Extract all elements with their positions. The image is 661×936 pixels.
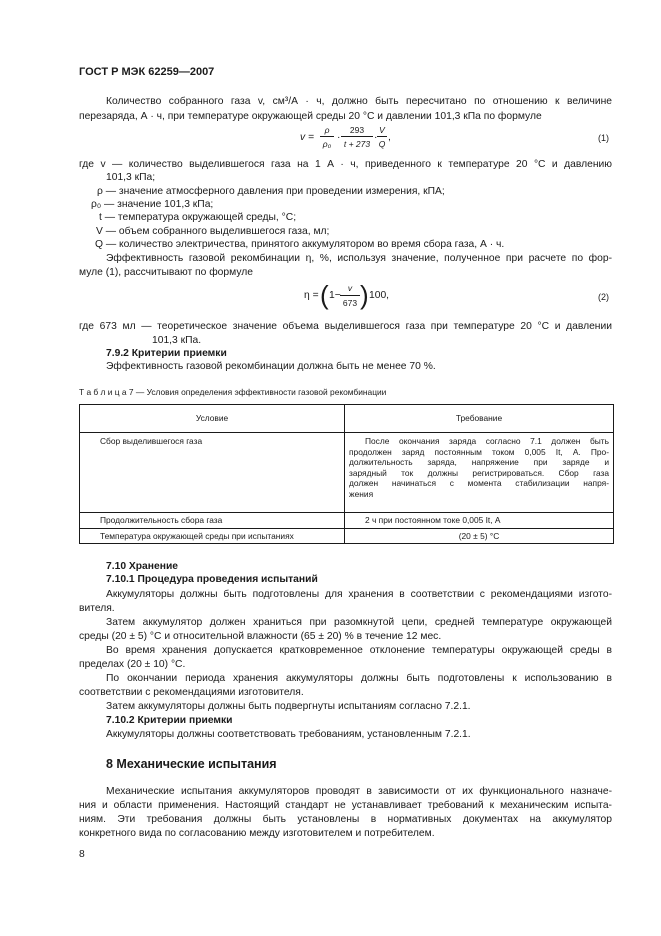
section-7101-heading: 7.10.1 Процедура проведения испытаний xyxy=(106,574,318,585)
table-cell-condition: Продолжительность сбора газа xyxy=(80,513,345,529)
table-header-row xyxy=(80,405,614,433)
formula-1-frac3-bar xyxy=(377,136,387,137)
formula-2-tail: 100, xyxy=(369,290,390,301)
requirement-line: 2 ч при постоянном токе 0,005 It, А xyxy=(365,515,501,525)
where2-line-2: 101,3 кПа. xyxy=(152,335,202,346)
s710-p6: Аккумуляторы должны соответствовать требованиям, установленным 7.2.1. xyxy=(106,729,471,740)
table-caption: Т а б л и ц а 7 — Условия определения эффективности газовой рекомбинации xyxy=(79,387,387,397)
requirement-line: должительность заряда, напряжение при заряде и xyxy=(349,457,609,467)
section-792-text: Эффективность газовой рекомбинации должна быть не менее 70 %. xyxy=(106,361,436,372)
formula-2-right-paren: ) xyxy=(360,280,369,310)
formula-1-dot1: · xyxy=(337,132,341,143)
requirement-line: зарядный ток должны регистрироваться. Сбор газа xyxy=(349,467,609,478)
page-number: 8 xyxy=(79,849,85,860)
formula-2-den: 673 xyxy=(342,298,358,308)
table-row xyxy=(80,513,614,529)
formula-2-lhs: η = xyxy=(304,290,319,301)
section-8-heading: 8 Механические испытания xyxy=(106,757,277,771)
formula-2-bar xyxy=(340,295,360,296)
s710-p1-line-1: Аккумуляторы должны быть подготовлены для хранения в соответствии с рекомендациями изгото- xyxy=(106,589,612,600)
s8-line-1: Механические испытания аккумуляторов проводят в зависимости от их функционального назначе- xyxy=(106,786,612,797)
formula-1-number: (1) xyxy=(598,133,609,143)
formula-1-frac1-bar xyxy=(320,136,334,137)
where1-line-2: 101,3 кПа; xyxy=(106,172,156,183)
table-cell-condition: Сбор выделившегося газа xyxy=(80,433,345,513)
document-header: ГОСТ Р МЭК 62259—2007 xyxy=(79,66,215,78)
s8-line-2: ния и области применения. Настоящий стандарт не устанавливает требований к механическим испыта- xyxy=(79,800,612,811)
s710-p2-line-2: среды (20 ± 5) °С и относительной влажности (65 ± 20) % в течение 12 мес. xyxy=(79,631,442,642)
section-710-heading: 7.10 Хранение xyxy=(106,561,179,572)
formula-2-number: (2) xyxy=(598,292,609,302)
where1-line-1: где v — количество выделившегося газа на 1 А · ч, приведенного к температуре 20 °С и давлению xyxy=(79,159,612,170)
formula-1-tail: , xyxy=(388,132,391,143)
table-cell-condition: Температура окружающей среды при испытаниях xyxy=(80,528,345,544)
where1-line-5: t — температура окружающей среды, °С; xyxy=(99,212,297,223)
intro-line-2: перезаряда, А · ч, при температуре окружающей среды 20 °С и давлении 101,3 кПа по формуле xyxy=(79,111,542,122)
table-header-condition: Условие xyxy=(80,405,345,433)
s710-p3-line-2: пределах (20 ± 10) °С. xyxy=(79,659,186,670)
formula-1-frac3-den: Q xyxy=(378,139,386,149)
formula-1-frac2-bar xyxy=(341,136,373,137)
s710-p5: Затем аккумуляторы должны быть подвергнуты испытаниям согласно 7.2.1. xyxy=(106,701,471,712)
where1-line-6: V — объем собранного выделившегося газа, мл; xyxy=(96,226,330,237)
s710-p1-line-2: вителя. xyxy=(79,603,115,614)
formula-1-frac2-den: t + 273 xyxy=(343,139,371,149)
table-row xyxy=(80,528,614,544)
formula-1-frac1-den: ρ₀ xyxy=(322,139,332,149)
formula-2-one: 1− xyxy=(329,290,341,301)
table-cell-requirement xyxy=(345,433,614,513)
formula-1-frac1-num: ρ xyxy=(324,125,330,135)
requirement-line: продолжен заряд постоянным током 0,005 It, А. Про- xyxy=(349,446,609,457)
where1-line-4: ρ₀ — значение 101,3 кПа; xyxy=(91,199,214,210)
table-cell-requirement xyxy=(345,513,614,529)
formula-2-num: v xyxy=(347,283,353,293)
formula-1-dot2: · xyxy=(374,132,378,143)
formula-1-lhs: v = xyxy=(300,132,315,143)
conditions-table xyxy=(79,404,614,544)
where1-line-3: ρ — значение атмосферного давления при проведении измерения, кПА; xyxy=(97,186,445,197)
requirement-line: жения xyxy=(349,488,374,499)
eff-line-1: Эффективность газовой рекомбинации η, %, используя значение, полученное при расчете по фор- xyxy=(106,253,612,264)
s710-p2-line-1: Затем аккумулятор должен храниться при разомкнутой цепи, средней температуре окружающей xyxy=(106,617,612,628)
s8-line-3: ниям. Эти требования должны быть установлены в нормативных документах на аккумулятор xyxy=(79,814,612,825)
s8-line-4: конкретного вида по согласованию между изготовителем и потребителем. xyxy=(79,828,435,839)
requirement-line: (20 ± 5) °С xyxy=(458,530,500,541)
requirement-line: После окончания заряда согласно 7.1 должен быть xyxy=(365,436,609,446)
requirement-line: должен начинаться с момента стабилизации напря- xyxy=(349,478,609,488)
s710-p4-line-2: соответствии с рекомендациями изготовителя. xyxy=(79,687,304,698)
s710-p3-line-1: Во время хранения допускается кратковременное отклонение температуры окружающей среды в xyxy=(106,645,612,656)
section-792-heading: 7.9.2 Критерии приемки xyxy=(106,348,227,359)
intro-line-1: Количество собранного газа v, см³/А · ч, должно быть пересчитано по отношению к величине xyxy=(106,96,612,107)
eff-line-2: муле (1), рассчитывают по формуле xyxy=(79,267,253,278)
table-row xyxy=(80,433,614,513)
where1-line-7: Q — количество электричества, принятого аккумулятором во время сбора газа, А · ч. xyxy=(95,239,505,250)
table-cell-requirement xyxy=(345,528,614,544)
s710-p4-line-1: По окончании периода хранения аккумуляторы должны быть подготовлены к использованию в xyxy=(106,673,612,684)
table-header-requirement: Требование xyxy=(345,405,614,433)
where2-line-1: где 673 мл — теоретическое значение объема выделившегося газа при температуре 20 °С и давлении xyxy=(79,321,612,332)
formula-1-frac2-num: 293 xyxy=(349,125,365,135)
formula-1-frac3-num: V xyxy=(379,125,385,135)
formula-2-left-paren: ( xyxy=(320,280,329,310)
section-7102-heading: 7.10.2 Критерии приемки xyxy=(106,715,233,726)
